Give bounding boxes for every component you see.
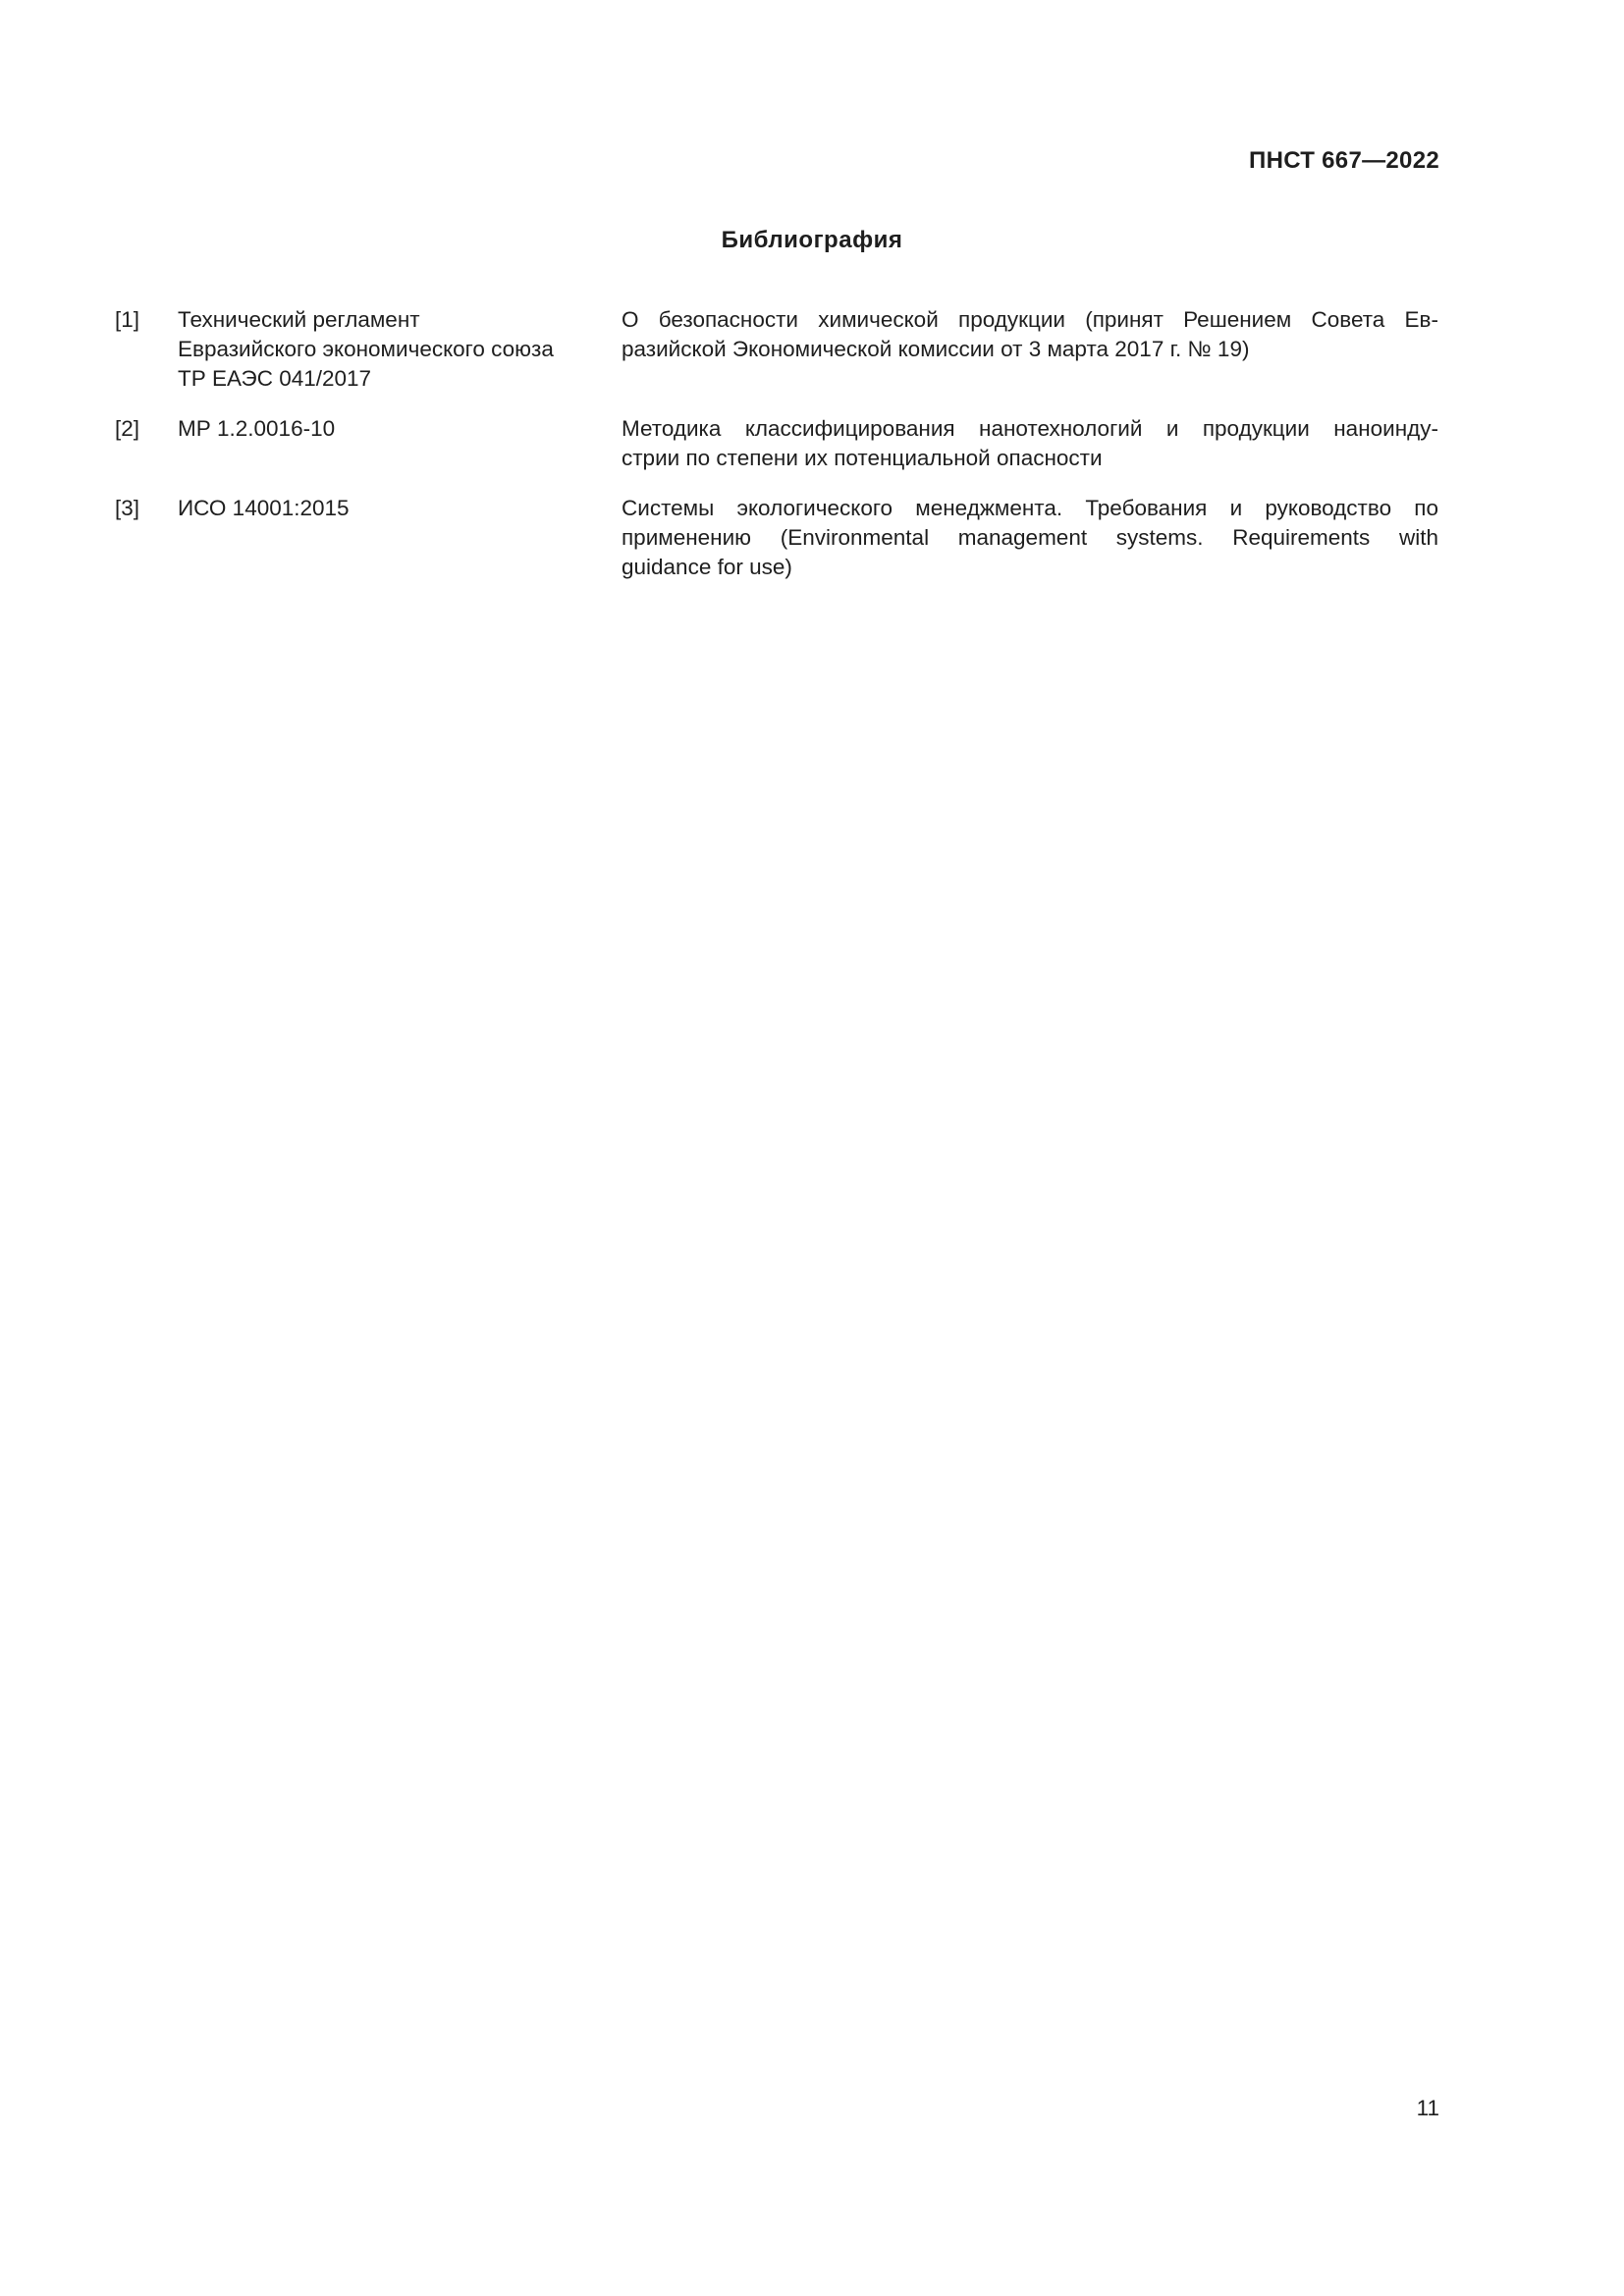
entry-description [622,414,1438,473]
entry-reference [178,305,622,394]
entry-description-line: Системы экологического менеджмента. Требования и руководство по [622,496,1438,520]
entry-description [622,494,1438,582]
entry-description [622,305,1438,394]
entry-description-line: guidance for use) [622,555,792,579]
page-number: 11 [1416,2096,1439,2120]
bibliography-entry [115,494,1438,582]
entry-description-line: О безопасности химической продукции (принят Решением Совета Ев- [622,307,1438,332]
entry-number: [2] [115,416,140,441]
entry-description-line: разийской Экономической комиссии от 3 марта 2017 г. № 19) [622,337,1250,361]
document-code: ПНСТ 667—2022 [1249,147,1439,174]
entry-description-line: применению (Environmental management systems. Requirements with [622,525,1438,550]
entry-reference [178,414,622,473]
bibliography-title: Библиография [721,227,903,253]
entry-number: [1] [115,307,140,332]
bibliography-entry [115,305,1438,394]
entry-number: [3] [115,496,140,520]
entry-description-line: Методика классифицирования нанотехнологий и продукции наноинду- [622,416,1438,441]
entry-reference-line: ТР ЕАЭС 041/2017 [178,366,372,391]
entry-reference-line: МР 1.2.0016-10 [178,416,336,441]
entry-reference [178,494,622,582]
bibliography-list [115,305,1438,582]
entry-reference-line: Технический регламент [178,307,420,332]
bibliography-entry [115,414,1438,473]
entry-description-line: стрии по степени их потенциальной опасности [622,446,1103,470]
entry-reference-line: Евразийского экономического союза [178,337,554,361]
entry-reference-line: ИСО 14001:2015 [178,496,350,520]
